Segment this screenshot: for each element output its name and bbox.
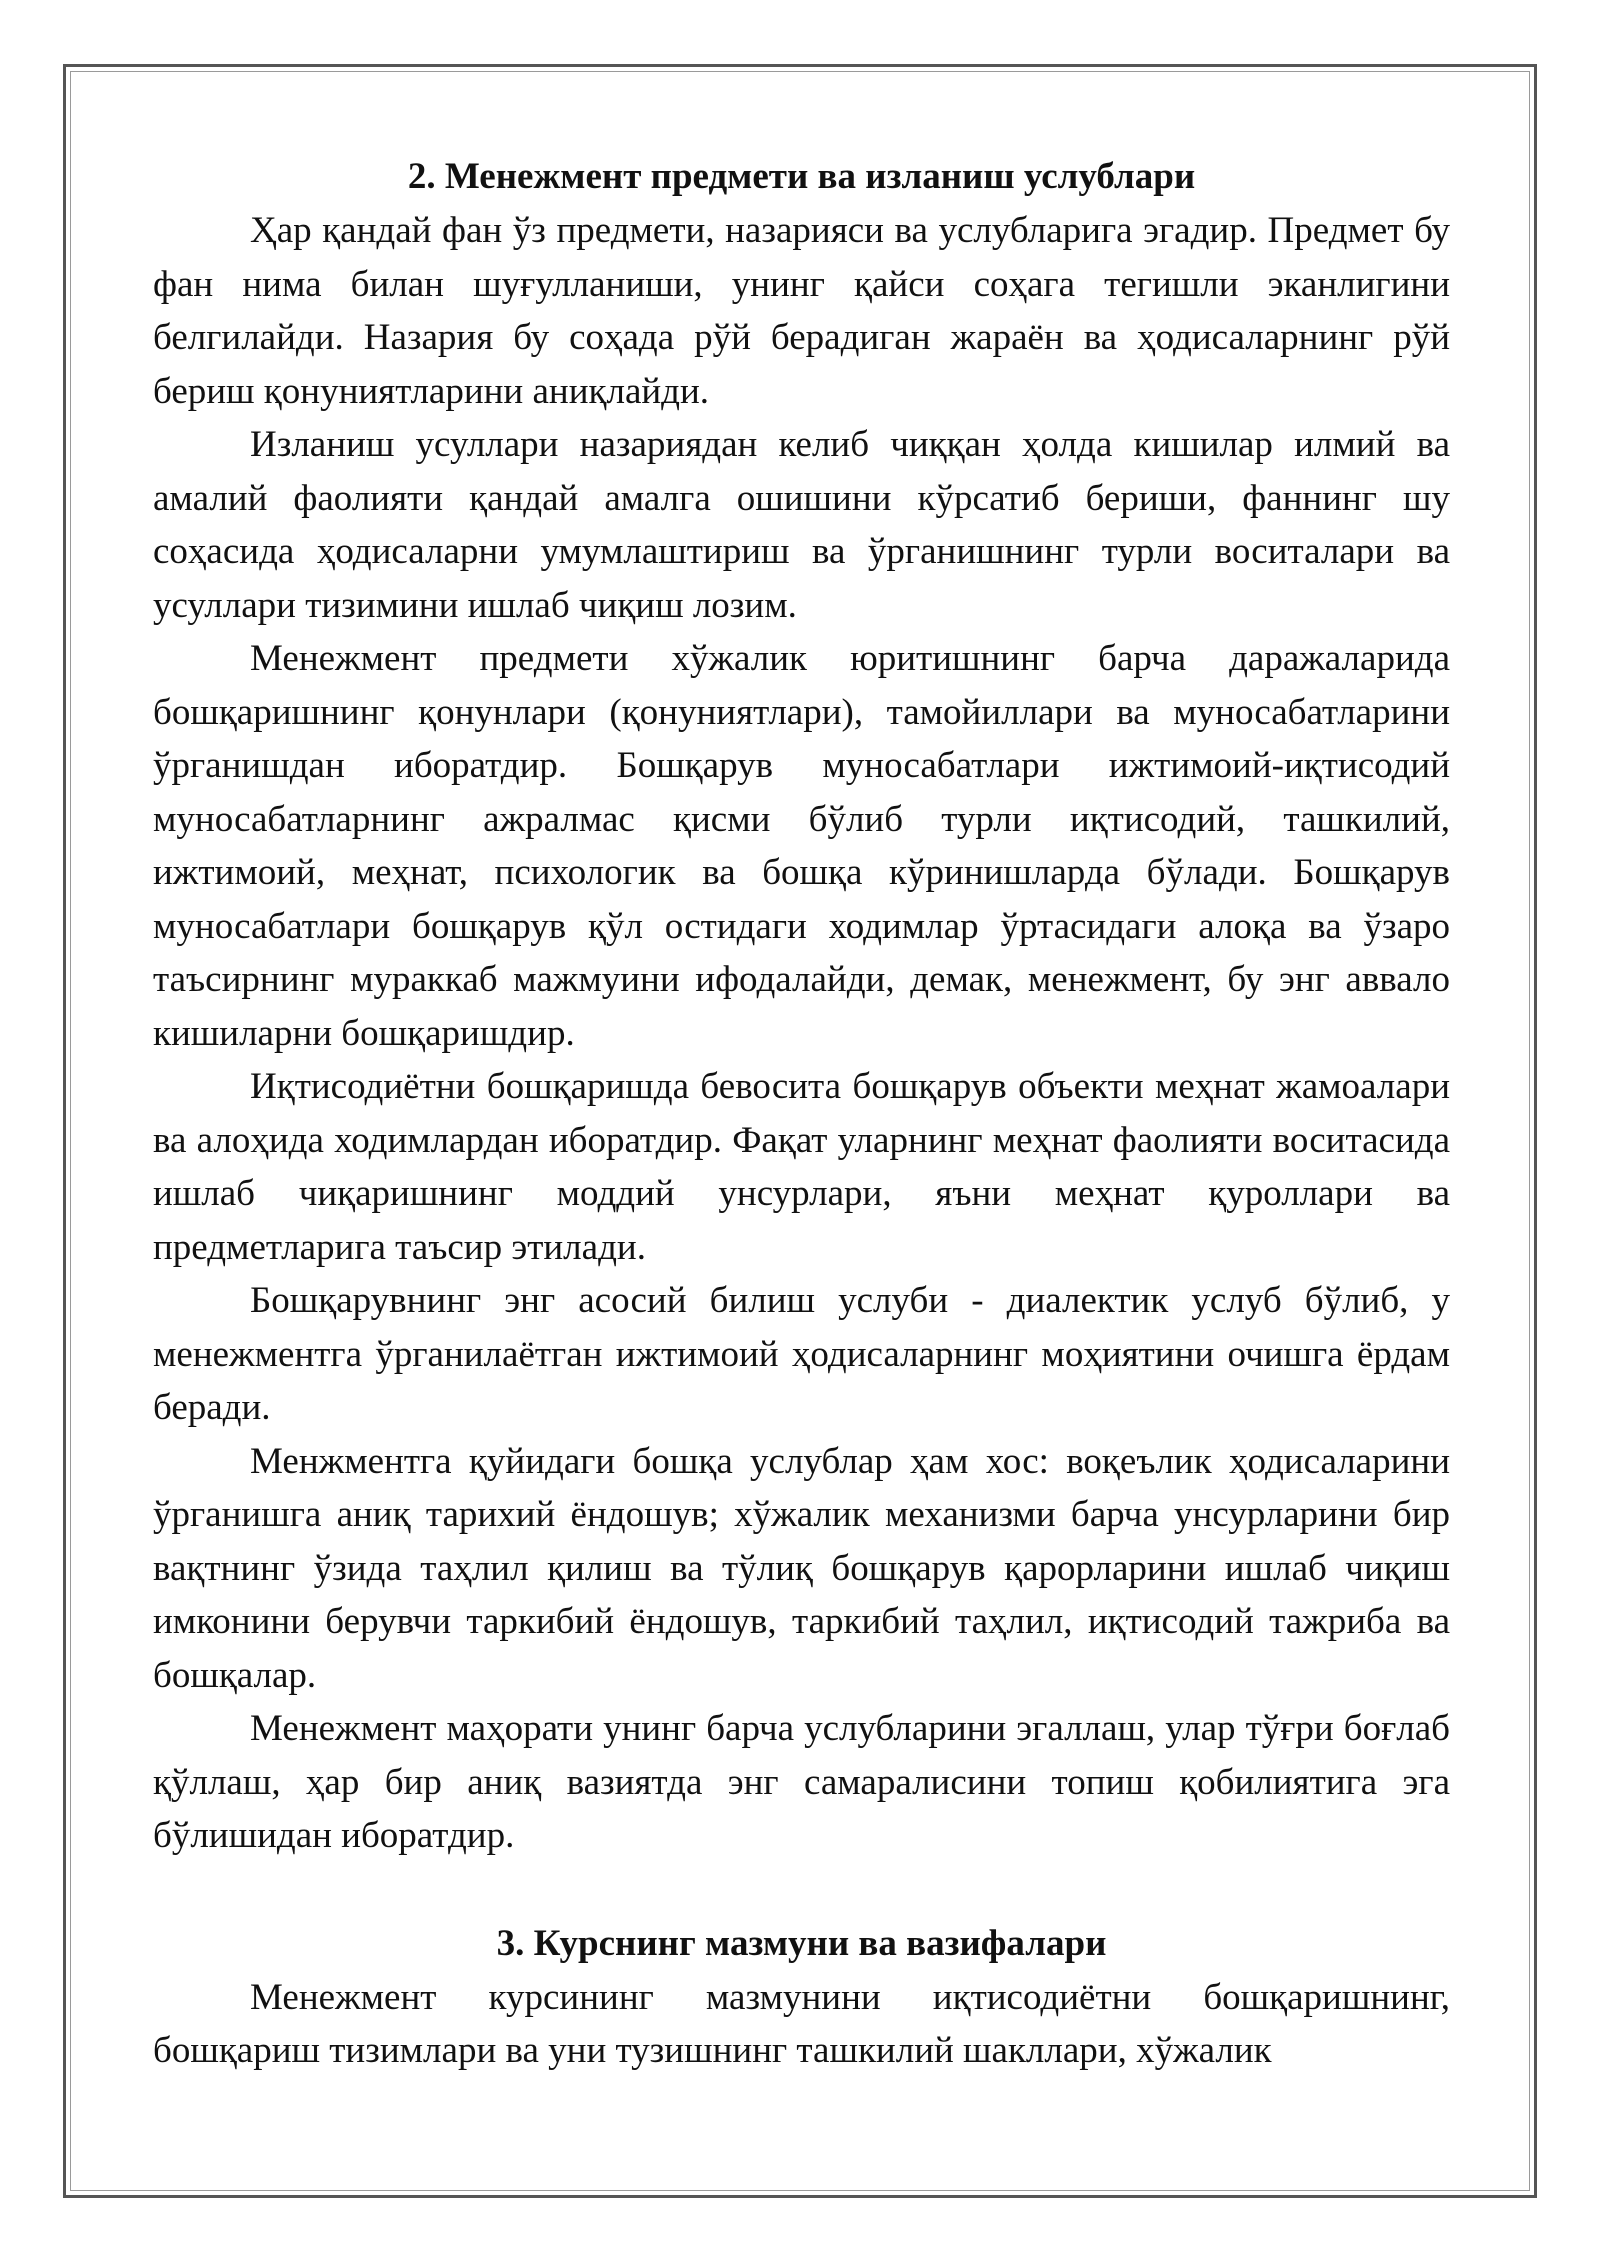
section-2-paragraph-3: Менежмент предмети хўжалик юритишнинг барча даражаларида бошқаришнинг қонунлари (қонуниятлари), тамойиллари ва муносабатларини ўрганишдан иборатдир. Бошқарув муносабатлари ижтимоий-иқтисодий муносабатларнинг ажралмас қисми бўлиб турли иқтисодий, ташкилий, ижтимоий, меҳнат, психологик ва бошқа кўринишларда бўлади. Бошқарув муносабатлари бошқарув қўл остидаги ходимлар ўртасидаги алоқа ва ўзаро таъсирнинг мураккаб мажмуини ифодалайди, демак, менежмент, бу энг аввало кишиларни бошқаришдир. <box>153 638 1450 1054</box>
section-3-title: 3. Курснинг мазмуни ва вазифалари <box>496 1922 1107 1964</box>
section-2-paragraph-2: Изланиш усуллари назариядан келиб чиққан ҳолда кишилар илмий ва амалий фаолияти қандай амалга ошишини кўрсатиб бериши, фаннинг шу соҳасида ҳодисаларни умумлаштириш ва ўрганишнинг турли воситалари ва усуллари тизимини ишлаб чиқиш лозим. <box>153 424 1450 626</box>
document-body <box>153 150 1450 2078</box>
section-3-paragraph-1: Менежмент курсининг мазмунини иқтисодиётни бошқаришнинг, бошқариш тизимлари ва уни тузишнинг ташкилий шакллари, хўжалик <box>153 1976 1450 2071</box>
section-2-paragraph-5: Бошқарувнинг энг асосий билиш услуби - диалектик услуб бўлиб, у менежментга ўрганилаётган ижтимоий ҳодисаларнинг моҳиятини очишга ёрдам беради. <box>153 1280 1450 1428</box>
section-2-paragraph-4: Иқтисодиётни бошқаришда бевосита бошқарув объекти меҳнат жамоалари ва алоҳида ходимлардан иборатдир. Фақат уларнинг меҳнат фаолияти воситасида ишлаб чиқаришнинг моддий унсурлари, яъни меҳнат қуроллари ва предметларига таъсир этилади. <box>153 1066 1450 1268</box>
section-2-title: 2. Менежмент предмети ва изланиш услублари <box>407 156 1196 197</box>
section-2-paragraph-6: Менжментга қуйидаги бошқа услублар ҳам хос: воқеълик ҳодисаларини ўрганишга аниқ тарихий ёндошув; хўжалик механизми барча унсурларини бир вақтнинг ўзида таҳлил қилиш ва тўлиқ бошқарув қарорларини ишлаб чиқиш имконини берувчи таркибий ёндошув, таркибий таҳлил, иқтисодий тажриба ва бошқалар. <box>153 1440 1450 1696</box>
section-2-paragraph-7: Менежмент маҳорати унинг барча услубларини эгаллаш, улар тўғри боғлаб қўллаш, ҳар бир аниқ вазиятда энг самаралисини топиш қобилиятига эга бўлишидан иборатдир. <box>153 1708 1450 1856</box>
section-2-paragraph-1: Ҳар қандай фан ўз предмети, назарияси ва услубларига эгадир. Предмет бу фан нима билан шуғулланиши, унинг қайси соҳага тегишли эканлигини белгилайди. Назария бу соҳада рўй берадиган жараён ва ҳодисаларнинг рўй бериш қонуниятларини аниқлайди. <box>153 210 1450 412</box>
